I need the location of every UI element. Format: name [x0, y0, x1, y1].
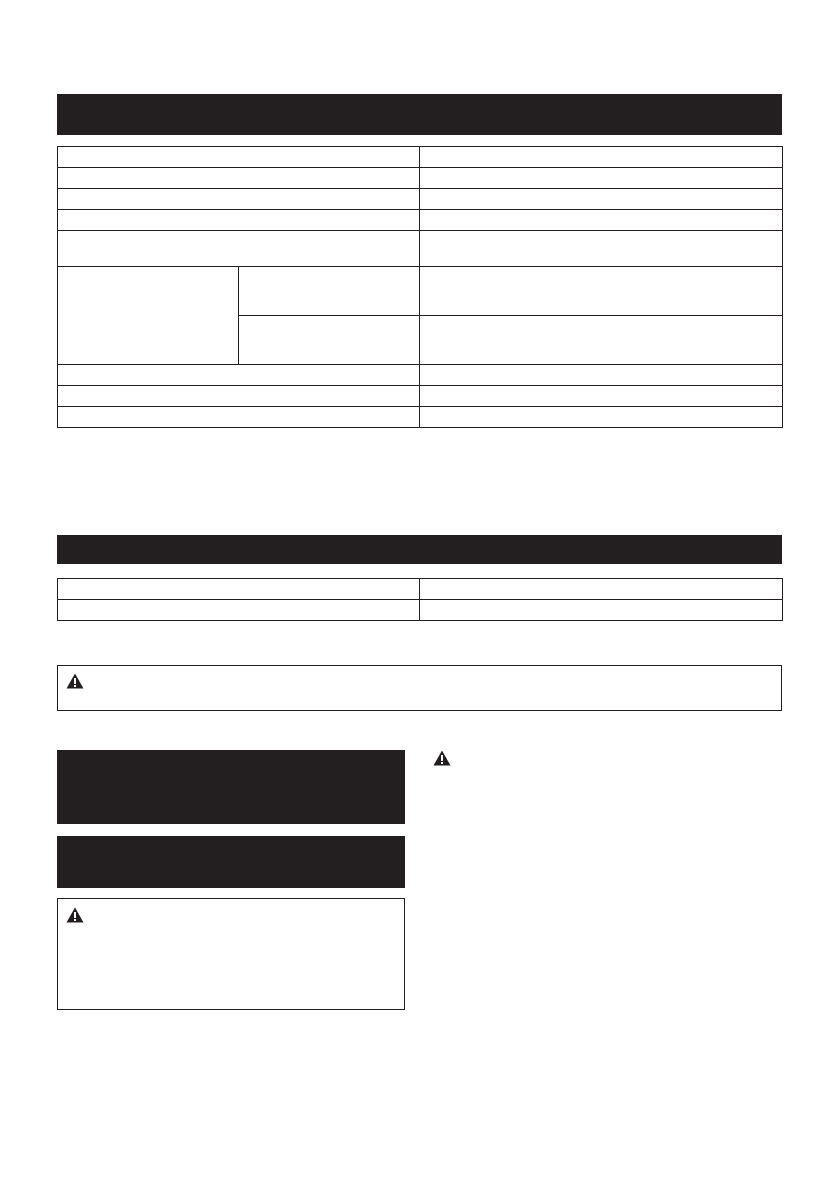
battery-heading-bar	[57, 535, 782, 564]
table-row	[58, 147, 783, 168]
specifications-table	[57, 146, 783, 428]
battery-label	[58, 600, 420, 621]
spec-value	[420, 168, 783, 189]
spec-label	[58, 407, 420, 428]
battery-label	[58, 579, 420, 600]
spec-value	[420, 316, 783, 365]
spec-label	[58, 231, 420, 267]
spec-value	[420, 147, 783, 168]
table-row	[58, 365, 783, 386]
spec-value	[420, 365, 783, 386]
spec-group-label	[58, 267, 239, 365]
left-warning-box	[57, 898, 405, 1010]
spec-label	[58, 189, 420, 210]
warning-triangle-icon	[66, 907, 84, 923]
left-heading-bar-1	[57, 750, 405, 824]
left-heading-bar-2	[57, 836, 405, 888]
table-row	[58, 231, 783, 267]
spec-label	[58, 210, 420, 231]
spec-sub-label	[239, 267, 420, 316]
spec-label	[58, 386, 420, 407]
table-row	[58, 267, 783, 316]
table-row	[58, 189, 783, 210]
table-row	[58, 168, 783, 189]
spec-value	[420, 386, 783, 407]
specifications-heading-bar	[57, 94, 782, 135]
spec-value	[420, 267, 783, 316]
spec-label	[58, 365, 420, 386]
spec-value	[420, 189, 783, 210]
spec-label	[58, 168, 420, 189]
battery-table	[57, 578, 783, 621]
spec-value	[420, 231, 783, 267]
battery-warning-box	[57, 665, 782, 711]
spec-sub-label	[239, 316, 420, 365]
spec-value	[420, 210, 783, 231]
warning-triangle-icon	[433, 750, 451, 766]
spec-label	[58, 147, 420, 168]
footer-text	[0, 1184, 300, 1194]
table-row	[58, 407, 783, 428]
table-row	[58, 600, 783, 621]
battery-value	[420, 600, 783, 621]
spec-value	[420, 407, 783, 428]
table-row	[58, 579, 783, 600]
battery-value	[420, 579, 783, 600]
warning-triangle-icon	[66, 673, 84, 689]
right-warning	[433, 748, 782, 1018]
table-row	[58, 386, 783, 407]
table-row	[58, 210, 783, 231]
